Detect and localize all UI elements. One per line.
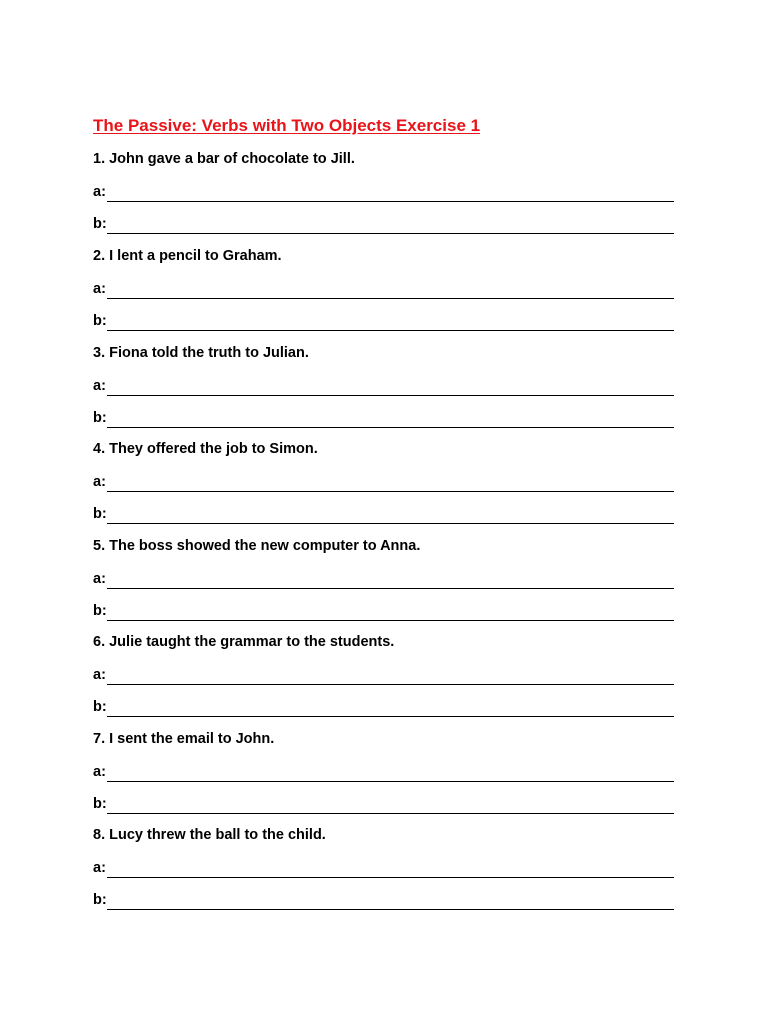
answer-label-b: b: xyxy=(93,216,107,232)
answer-label-a: a: xyxy=(93,474,106,490)
answer-line xyxy=(107,395,674,396)
answer-line xyxy=(107,909,674,910)
answer-field-b[interactable] xyxy=(93,313,674,333)
question-text: 3. Fiona told the truth to Julian. xyxy=(93,345,309,361)
answer-label-b: b: xyxy=(93,892,107,908)
answer-line xyxy=(107,813,674,814)
answer-line xyxy=(107,523,674,524)
answer-label-b: b: xyxy=(93,699,107,715)
question-text: 2. I lent a pencil to Graham. xyxy=(93,248,282,264)
answer-label-a: a: xyxy=(93,281,106,297)
answer-label-a: a: xyxy=(93,184,106,200)
answer-label-a: a: xyxy=(93,378,106,394)
worksheet-title: The Passive: Verbs with Two Objects Exercise 1 xyxy=(93,116,481,135)
question-text: 7. I sent the email to John. xyxy=(93,731,275,747)
answer-field-b[interactable] xyxy=(93,603,674,623)
answer-field-a[interactable] xyxy=(93,571,674,591)
answer-label-b: b: xyxy=(93,603,107,619)
answer-field-b[interactable] xyxy=(93,699,674,719)
answer-label-b: b: xyxy=(93,796,107,812)
answer-field-a[interactable] xyxy=(93,474,674,494)
answer-field-a[interactable] xyxy=(93,184,674,204)
answer-line xyxy=(107,684,674,685)
answer-label-a: a: xyxy=(93,764,106,780)
answer-label-a: a: xyxy=(93,571,106,587)
answer-label-b: b: xyxy=(93,410,107,426)
answer-line xyxy=(107,716,674,717)
answer-field-a[interactable] xyxy=(93,378,674,398)
question-text: 8. Lucy threw the ball to the child. xyxy=(93,827,326,843)
answer-line xyxy=(107,491,674,492)
answer-field-a[interactable] xyxy=(93,667,674,687)
answer-line xyxy=(107,620,674,621)
answer-line xyxy=(107,330,674,331)
answer-label-a: a: xyxy=(93,667,106,683)
answer-field-a[interactable] xyxy=(93,764,674,784)
answer-line xyxy=(107,298,674,299)
answer-field-b[interactable] xyxy=(93,796,674,816)
question-text: 4. They offered the job to Simon. xyxy=(93,441,318,457)
answer-line xyxy=(107,201,674,202)
answer-label-b: b: xyxy=(93,313,107,329)
answer-field-a[interactable] xyxy=(93,281,674,301)
answer-field-b[interactable] xyxy=(93,506,674,526)
answer-label-a: a: xyxy=(93,860,106,876)
answer-label-b: b: xyxy=(93,506,107,522)
answer-line xyxy=(107,233,674,234)
answer-line xyxy=(107,877,674,878)
question-text: 6. Julie taught the grammar to the students. xyxy=(93,634,395,650)
answer-field-a[interactable] xyxy=(93,860,674,880)
answer-field-b[interactable] xyxy=(93,892,674,912)
answer-field-b[interactable] xyxy=(93,410,674,430)
answer-line xyxy=(107,781,674,782)
question-text: 5. The boss showed the new computer to Anna. xyxy=(93,538,421,554)
answer-line xyxy=(107,427,674,428)
question-text: 1. John gave a bar of chocolate to Jill. xyxy=(93,151,355,167)
answer-line xyxy=(107,588,674,589)
answer-field-b[interactable] xyxy=(93,216,674,236)
